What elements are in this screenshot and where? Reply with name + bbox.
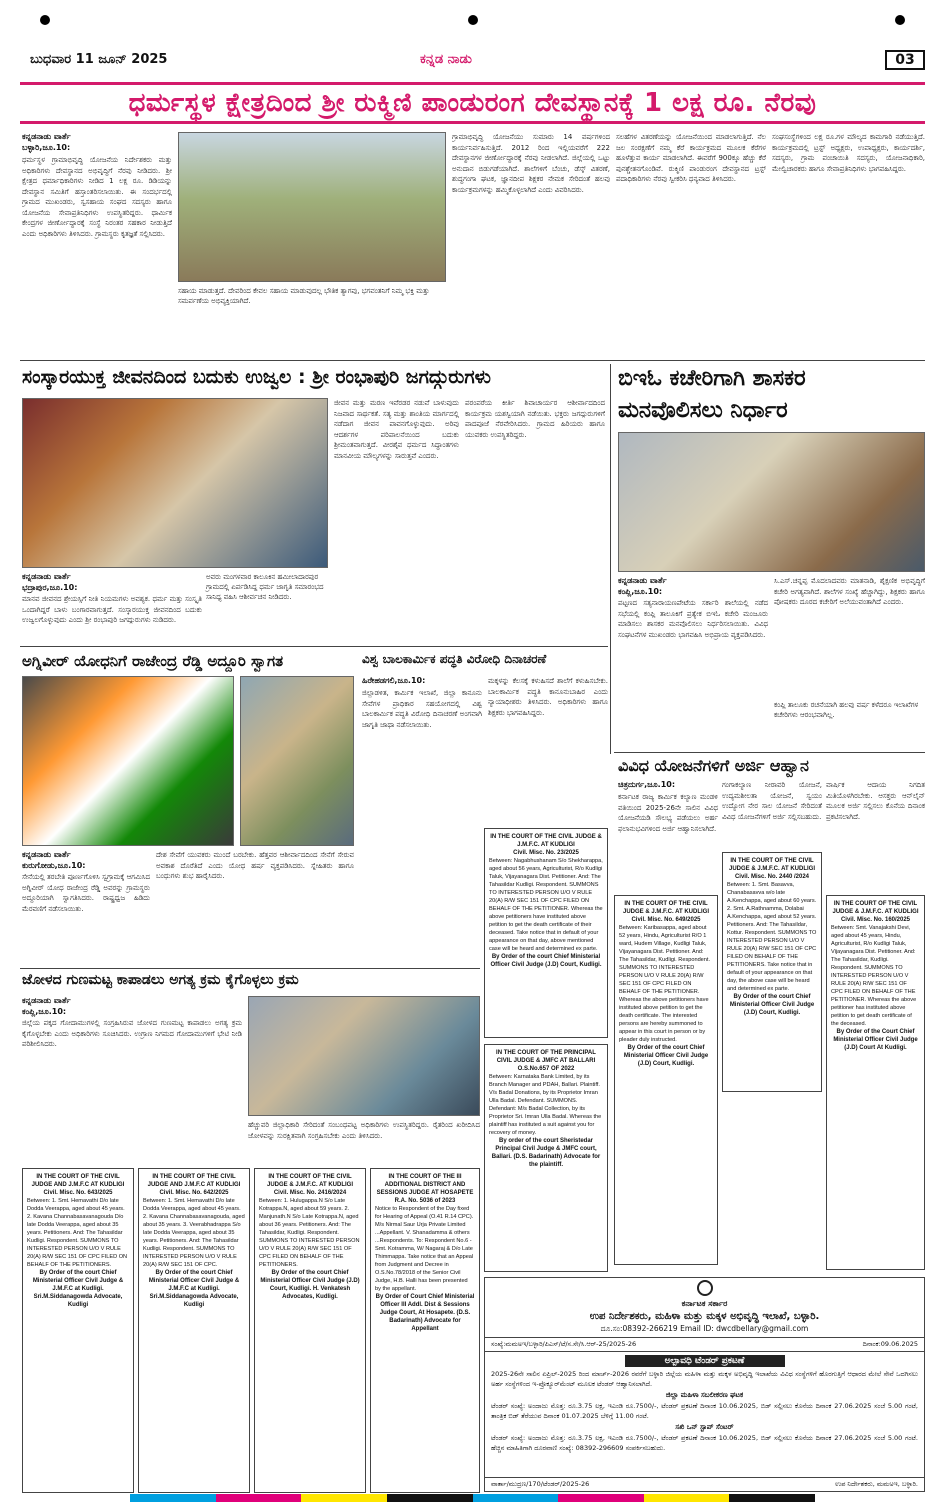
- legal-notice-body: Between: 1. Smt. Hemavathi D/o late Dodda Veerappa, aged about 45 years. 2. Kavana Channabasavanagouda, aged about 35 years. 3. Veerabhadrappa S/o late Dodda Veerappa, aged about 35 years. Petitioners. And: The Tahasildar Kudligi. Respondent. SUMMONS TO INTERESTED PERSON U/O V RULE 20(A) R/W SEC 151 OF CPC.: [143, 1198, 245, 1268]
- tender-contact: ದೂ.ಸಂ:08392-266219 Email ID: dwcdbellary@gmail.com: [600, 1324, 809, 1333]
- yellow-swatch: [301, 1494, 387, 1502]
- story4-photo-2: [240, 676, 354, 846]
- story2-dateline: ಭದ್ರಾಪುರ,ಜೂ.10:: [22, 583, 78, 592]
- legal-notice-3: [722, 852, 822, 1092]
- legal-notice-body: Between: 1. Hulugappa.N S/o Late Kotrappa.N, aged about 59 years. 2. Manjunath.N S/o Late Kotrappa.N, aged about 36 years. Petitioners. And: The Tahasildar, Kudligi. Respondent. SUMMONS TO INTERESTED PERSON U/O V RULE 20(A) R/W SEC 151 OF CPC FILED ON BEHALF OF THE PETITIONERS.: [259, 1198, 360, 1268]
- story6-headline: ವಿವಿಧ ಯೋಜನೆಗಳಿಗೆ ಅರ್ಜಿ ಆಹ್ವಾನ: [618, 756, 809, 775]
- story7-photo: [248, 996, 480, 1116]
- magenta-swatch: [558, 1494, 644, 1502]
- legal-notice-sign: By order of the court Sheristedar Principal Civil Judge & JMFC court, Ballari. (D.S. Badarinath) Advocate for the plaintiff.: [491, 1138, 601, 1168]
- legal-notice-court: IN THE COURT OF THE CIVIL JUDGE & J.M.F.C. AT KUDLIGI: [728, 858, 815, 872]
- story7-headline: ಜೋಳದ ಗುಣಮಟ್ಟ ಕಾಪಾಡಲು ಅಗತ್ಯ ಕ್ರಮ ಕೈಗೊಳ್ಳಲು ಕ್ರಮ: [22, 972, 299, 988]
- legal-notice-sign: By Order of the court Chief Ministerial Officer Civil Judge (J.D) Court, Kudligi. H. Venkatesh Advocates, Kudligi.: [260, 1270, 360, 1300]
- tender-ref-number: ಸಂಖ್ಯೆ:ಮಮಅಇ/ಬಳ್ಳಾರಿ/ಪಿಎಸ್/ಟೆ/ಸ.ಸೇ/ಸಿ.ಆರ್-25/2025-26: [491, 1340, 637, 1348]
- story2-column-2: ಜೀವನ ಮತ್ತು ಮರಣ ಇವೆರಡರ ನಡುವೆ ಬಾಳುವುದು ನಿಜವಾದ ಸಾರ್ಥಕತೆ. ಸತ್ಯ ಮತ್ತು ಶಾಂತಿಯ ಮಾರ್ಗದಲ್ಲಿ ನಡೆದಾಗ ಜೀವನ ಪಾವನಗೊಳ್ಳುವುದು. ಅರಿವು ಆದರ್ಶಗಳ ಪರಿಪಾಲನೆಯಿಂದ ಬದುಕು ಶ್ರೀಮಂತವಾಗುತ್ತದೆ. ವೀರಶೈವ ಧರ್ಮದ ಸಿದ್ಧಾಂತಗಳು ಮಾನವೀಯ ಮೌಲ್ಯಗಳನ್ನು ಸಾರುತ್ತವೆ ಎಂದರು.: [334, 399, 459, 460]
- story7-byline: ಕನ್ನಡನಾಡು ವಾರ್ತೆ: [22, 996, 71, 1005]
- story4-column-2: ದೇಶ ಸೇವೆಗೆ ಯುವಕರು ಮುಂದೆ ಬರಬೇಕು. ಹೆತ್ತವರ ಆಶೀರ್ವಾದದಿಂದ ಸೇನೆಗೆ ಸೇರುವ ಅವಕಾಶ ದೊರೆತಿದೆ ಎಂದು ಯೋಧ ಹರ್ಷ ವ್ಯಕ್ತಪಡಿಸಿದರು. ಸ್ನೇಹಿತರು ಹಾಗೂ ಬಂಧುಗಳು ಶುಭ ಹಾರೈಸಿದರು.: [156, 851, 354, 880]
- story3-caption: ಕಂಪ್ಲಿ ತಾಲೂಕು ರಚನೆಯಾಗಿ ಹಲವು ವರ್ಷ ಕಳೆದರೂ ಇಲಾಖೆಗಳ ಕಚೇರಿಗಳು ಆರಂಭವಾಗಿಲ್ಲ.: [774, 701, 919, 719]
- legal-notice-4: [826, 895, 925, 1270]
- legal-notice-sign: By Order of the court Chief Ministerial Officer Civil Judge (J.D) Court, Kudligi.: [623, 1045, 709, 1067]
- divider: [20, 968, 480, 969]
- legal-notice-5: [22, 1168, 134, 1493]
- legal-notice-case: Civil. Misc. No. 23/2025: [513, 850, 579, 856]
- legal-notice-sign: By Order of the court Chief Ministerial Officer Civil Judge & J.M.F.C at Kudligi. Sri.M.Siddanagowda Advocate, Kudligi: [32, 1270, 124, 1308]
- legal-notice-sign: By Order of the court Chief Ministerial Officer Civil Judge (J.D) Court, Kudligi.: [490, 954, 602, 968]
- legal-notice-case: Civil. Misc. No. 160/2025: [840, 917, 911, 923]
- legal-notice-sign: By Order of Court Chief Ministerial Officer III Addl. Dist & Sessions Judge Court, At Hosapete. (D.S. Badarinath) Advocate for Appellant: [375, 1294, 475, 1332]
- story7-column-2: ಹೆಚ್ಚುವರಿ ಜಿಲ್ಲಾಧಿಕಾರಿ ಸೇರಿದಂತೆ ಸಂಬಂಧಪಟ್ಟ ಅಧಿಕಾರಿಗಳು ಉಪಸ್ಥಿತರಿದ್ದರು. ರೈತರಿಂದ ಖರೀದಿಸಿದ ಜೋಳವನ್ನು ಸುರಕ್ಷಿತವಾಗಿ ಸಂಗ್ರಹಿಸಬೇಕು ಎಂದು ತಿಳಿಸಿದರು.: [248, 1121, 480, 1140]
- legal-notice-body: Between: 1. Smt. Basavva, Chanabasavva w/o late A.Kenchappa, aged about 60 years. 2. Smt. A.Rathnamma, Dolabai A.Kenchappa, aged about 52 years. Petitioners. And: The Tahasildar, Kottur. Respondent. SUMMONS TO INTERESTED PERSON U/O V RULE 20(A) R/W SEC 151 OF CPC FILED ON BEHALF OF THE PETITIONERS. Take notice that in default of your appearance on that day, the above case will be heard and determined ex parte.: [727, 882, 817, 992]
- legal-notice-case: Civil. Misc. No. 649/2025: [631, 917, 701, 923]
- legal-notice-case: Civil. Misc. No. 642/2025: [159, 1190, 229, 1196]
- story2-byline: ಕನ್ನಡನಾಡು ವಾರ್ತೆ: [22, 572, 71, 581]
- tender-government: ಕರ್ನಾಟಕ ಸರ್ಕಾರ: [681, 1299, 728, 1308]
- legal-notice-case: O.S.No.657 OF 2022: [517, 1066, 575, 1072]
- tender-footer-sign: ಉಪ ನಿರ್ದೇಶಕರು, ಮಮಅಇ, ಬಳ್ಳಾರಿ.: [835, 1480, 918, 1488]
- legal-notice-court: IN THE COURT OF THE CIVIL JUDGE & J.M.F.C. AT KUDLIGI: [832, 901, 919, 915]
- tender-section-2: ಸಖಿ ಒನ್ ಸ್ಟಾಪ್ ಸೆಂಟರ್: [675, 1423, 734, 1431]
- story4-headline: ಅಗ್ನಿವೀರ್ ಯೋಧನಿಗೆ ರಾಜೇಂದ್ರ ರೆಡ್ಡಿ ಅದ್ದೂರಿ ಸ್ವಾಗತ: [22, 652, 284, 670]
- legal-notice-case: Civil. Misc. No. 2416/2024: [273, 1190, 347, 1196]
- legal-notice-7: [254, 1168, 366, 1493]
- story5-headline: ವಿಶ್ವ ಬಾಲಕಾರ್ಮಿಕ ಪದ್ಧತಿ ವಿರೋಧಿ ದಿನಾಚರಣೆ: [362, 652, 547, 666]
- story2-headline: ಸಂಸ್ಕಾರಯುಕ್ತ ಜೀವನದಿಂದ ಬದುಕು ಉಜ್ವಲ : ಶ್ರೀ ರಂಭಾಪುರಿ ಜಗದ್ಗುರುಗಳು: [22, 366, 491, 388]
- story3-column-2: ಸಿ.ಎಸ್.ಚನ್ನಪ್ಪ ಮೊದಲಾದವರು ಮಾತನಾಡಿ, ಶೈಕ್ಷಣಿಕ ಅಭಿವೃದ್ಧಿಗೆ ಕಚೇರಿ ಅಗತ್ಯವಾಗಿದೆ. ಶಾಲೆಗಳ ಸಂಖ್ಯೆ ಹೆಚ್ಚಾಗಿದ್ದು, ಶಿಕ್ಷಕರು ಹಾಗೂ ಪೋಷಕರು ದೂರದ ಕಚೇರಿಗೆ ಅಲೆಯುವಂತಾಗಿದೆ ಎಂದರು.: [774, 577, 925, 606]
- legal-notice-court: IN THE COURT OF THE CIVIL JUDGE & J.M.F.C. AT KUDLIGI: [622, 901, 709, 915]
- cyan-swatch: [473, 1494, 559, 1502]
- tender-section-1: ಜಿಲ್ಲಾ ಮಹಿಳಾ ಸಬಲೀಕರಣ ಘಟಕ: [665, 1391, 744, 1399]
- story2-column-3: ಪರಂಪರೆಯ ಕೀರ್ತಿ ಶಿವಾಚಾರ್ಯರ ಆಶೀರ್ವಾದದಿಂದ ಕಾರ್ಯಕ್ರಮ ಯಶಸ್ವಿಯಾಗಿ ನಡೆಯಿತು. ಭಕ್ತರು ಜಗದ್ಗುರುಗಳಿಗೆ ಪಾದಪೂಜೆ ನೆರವೇರಿಸಿದರು. ಗ್ರಾಮದ ಹಿರಿಯರು ಹಾಗೂ ಯುವಕರು ಉಪಸ್ಥಿತರಿದ್ದರು.: [465, 399, 605, 439]
- yellow-swatch: [644, 1494, 730, 1502]
- story3-headline-line-2: ಮನವೊಲಿಸಲು ನಿರ್ಧಾರ: [618, 398, 788, 423]
- legal-notice-9: [484, 1044, 608, 1272]
- story2-column-1: ಮಾನವ ಜೀವನದ ಶ್ರೇಯಸ್ಸಿಗೆ ನೀತಿ ನಿಯಮಗಳು ಅವಶ್ಯಕ. ಧರ್ಮ ಮತ್ತು ಸಂಸ್ಕೃತಿ ಒಂದಾಗಿದ್ದರೆ ಬಾಳು ಬಂಗಾರವಾಗುತ್ತದೆ. ಸಂಸ್ಕಾರಯುಕ್ತ ಜೀವನದಿಂದ ಬದುಕು ಉಜ್ವಲಗೊಳ್ಳುವುದು ಎಂದು ಶ್ರೀ ರಂಭಾಪುರಿ ಜಗದ್ಗುರುಗಳು ನುಡಿದರು.: [22, 595, 202, 624]
- tender-footer: [485, 1477, 924, 1491]
- legal-notice-court: IN THE COURT OF THE CIVIL JUDGE AND J.M.F.C AT KUDLIGI: [147, 1174, 241, 1188]
- registration-mark-icon: [895, 15, 905, 25]
- tender-title: ಅಲ್ಪಾವಧಿ ಟೆಂಡರ್ ಪ್ರಕಟಣೆ: [625, 1355, 785, 1367]
- registration-mark-icon: [40, 15, 50, 25]
- tender-body-section-2: ಟೆಂಡರ್ ಸಂಖ್ಯೆ: ಅಂದಾಜು ಮೊತ್ತ: ರೂ.3.75 ಲಕ್ಷ, ಇಎಂಡಿ ರೂ.7500/-, ಟೆಂಡರ್ ಪ್ರಕಟಣೆ ದಿನಾಂಕ 10.06.2025, ಬಿಡ್ ಸಲ್ಲಿಸಲು ಕೊನೆಯ ದಿನಾಂಕ 27.06.2025 ಸಂಜೆ 5.00 ಗಂಟೆ. ಹೆಚ್ಚಿನ ಮಾಹಿತಿಗಾಗಿ ದೂರವಾಣಿ ಸಂಖ್ಯೆ: 08392-296609 ಸಂಪರ್ಕಿಸಬಹುದು.: [491, 1434, 918, 1452]
- story7-dateline: ಕಂಪ್ಲಿ,ಜೂ.10:: [22, 1007, 67, 1016]
- legal-notice-court: IN THE COURT OF THE PRINCIPAL CIVIL JUDGE & JMFC AT BALLARI: [496, 1050, 596, 1064]
- divider: [614, 752, 925, 753]
- story4-dateline: ಕುರುಗೋಡು,ಜೂ.10:: [22, 861, 86, 870]
- story6-column-1: ಕರ್ನಾಟಕ ರಾಜ್ಯ ಕಾರ್ಮಿಕ ಕಲ್ಯಾಣ ಮಂಡಳಿ ವತಿಯಿಂದ 2025-26ನೇ ಸಾಲಿನ ವಿವಿಧ ಯೋಜನೆಯಡಿ ಸೌಲಭ್ಯ ಪಡೆಯಲು ಅರ್ಹ ಫಲಾನುಭವಿಗಳಿಂದ ಅರ್ಜಿ ಆಹ್ವಾನಿಸಲಾಗಿದೆ.: [618, 793, 718, 833]
- story3-photo: [618, 432, 925, 572]
- black-swatch: [387, 1494, 473, 1502]
- legal-notice-court: IN THE COURT OF THE CIVIL JUDGE & J.M.F.C. AT KUDLIGI: [266, 1174, 353, 1188]
- story1-dateline: ಬಳ್ಳಾರಿ,ಜೂ.10:: [22, 143, 71, 152]
- divider: [610, 364, 611, 754]
- story4-photo: [22, 676, 234, 846]
- tender-office: ಉಪ ನಿರ್ದೇಶಕರು, ಮಹಿಳಾ ಮತ್ತು ಮಕ್ಕಳ ಅಭಿವೃದ್ಧಿ ಇಲಾಖೆ, ಬಳ್ಳಾರಿ.: [589, 1311, 820, 1322]
- story5-column-1: ಜಿಲ್ಲಾಡಳಿತ, ಕಾರ್ಮಿಕ ಇಲಾಖೆ, ಜಿಲ್ಲಾ ಕಾನೂನು ಸೇವೆಗಳ ಪ್ರಾಧಿಕಾರ ಸಹಯೋಗದಲ್ಲಿ ವಿಶ್ವ ಬಾಲಕಾರ್ಮಿಕ ಪದ್ಧತಿ ವಿರೋಧಿ ದಿನಾಚರಣೆ ಅಂಗವಾಗಿ ಜಾಗೃತಿ ಜಾಥಾ ನಡೆಸಲಾಯಿತು.: [362, 689, 482, 729]
- story3-byline: ಕನ್ನಡನಾಡು ವಾರ್ತೆ: [618, 576, 667, 585]
- story3-headline-line-1: ಬಿಇಓ ಕಚೇರಿಗಾಗಿ ಶಾಸಕರ: [618, 366, 806, 391]
- story6-dateline: ಚಿತ್ರದುರ್ಗ,ಜೂ.10:: [618, 780, 676, 789]
- legal-notice-case: R.A. No. 5036 of 2023: [394, 1198, 456, 1204]
- legal-notice-body: Between: 1. Smt. Hemavathi D/o late Dodda Veerappa, aged about 45 years. 2. Kavana Channabasavanagouda D/o late Dodda Veerappa, aged about 35 years. Petitioners. And: The Tahasildar Kudligi. Respondent. SUMMONS TO INTERESTED PERSON U/O V RULE 20(A) R/W SEC 151 OF CPC FILED ON BEHALF OF THE PETITIONERS.: [27, 1198, 128, 1268]
- legal-notice-court: IN THE COURT OF THE III ADDITIONAL DISTRICT AND SESSIONS JUDGE AT HOSAPETE: [376, 1174, 474, 1196]
- legal-notice-6: [138, 1168, 250, 1493]
- story2-caption: ಅವರು ಮಂಗಳವಾರ ಕಾಲೂಕಿನ ಹಮೀಲಾದಾರಪುರ ಗ್ರಾಮದಲ್ಲಿ ಏರ್ಪಡಿಸಿದ್ದ ಧರ್ಮ ಜಾಗೃತಿ ಸಮಾರಂಭದ ಸಾನಿಧ್ಯ ವಹಿಸಿ ಆಶೀರ್ವಚನ ನೀಡಿದರು.: [206, 573, 324, 601]
- story1-photo: [178, 132, 446, 282]
- story1-column-1: ಧರ್ಮಸ್ಥಳ ಗ್ರಾಮಾಭಿವೃದ್ಧಿ ಯೋಜನೆಯ ನಿರ್ದೇಶಕರು ಮತ್ತು ಅಧಿಕಾರಿಗಳು ದೇವಸ್ಥಾನದ ಅಭಿವೃದ್ಧಿಗೆ ನೆರವು ನೀಡಿದರು. ಶ್ರೀ ಕ್ಷೇತ್ರದ ಧರ್ಮಾಧಿಕಾರಿಗಳು ನೀಡಿದ 1 ಲಕ್ಷ ರೂ. ಡಿಡಿಯನ್ನು ದೇವಸ್ಥಾನ ಸಮಿತಿಗೆ ಹಸ್ತಾಂತರಿಸಲಾಯಿತು. ಈ ಸಂದರ್ಭದಲ್ಲಿ ಗ್ರಾಮದ ಮುಖಂಡರು, ಸ್ವಸಹಾಯ ಸಂಘದ ಸದಸ್ಯರು ಹಾಗೂ ಯೋಜನೆಯ ಸೇವಾಪ್ರತಿನಿಧಿಗಳು ಉಪಸ್ಥಿತರಿದ್ದರು. ಧಾರ್ಮಿಕ ಕೇಂದ್ರಗಳ ಜೀರ್ಣೋದ್ಧಾರಕ್ಕೆ ಸಂಸ್ಥೆ ನಿರಂತರ ಸಹಕಾರ ನೀಡುತ್ತಿದೆ ಎಂದು ಅಧಿಕಾರಿಗಳು ತಿಳಿಸಿದರು. ಗ್ರಾಮಸ್ಥರು ಕೃತಜ್ಞತೆ ಸಲ್ಲಿಸಿದರು.: [22, 156, 172, 238]
- legal-notice-8: [370, 1168, 480, 1493]
- tender-footer-ref: ವಾರ್ತಾ/ಮುದ್ರಣ/170/ಟೆಂಡರ್/2025-26: [491, 1480, 590, 1488]
- page-number: 03: [885, 50, 925, 70]
- legal-notice-body: Between: Nagabhushanam S/o Shekharappa, aged about 56 years, Agriculturist, R/o Kudligi Taluk, Vijayanagara Dist. Petitioner. And: The Tahasildar Kudligi. Respondent. SUMMONS TO INTERESTED PERSON U/O V RULE 20(A) R/W SEC 151 OF CPC FILED ON BEHALF OF THE PETITIONER. Whereas the above petitioners have instituted above petition to get the death certificate of their deceased. Take notice that in default of your appearance on that day, above mentioned case will be heard and determined ex parte.: [489, 858, 603, 952]
- legal-notice-court: IN THE COURT OF THE CIVIL JUDGE AND J.M.F.C AT KUDLIGI: [31, 1174, 125, 1188]
- legal-notice-body: Between: Smt. Vanajakshi Devi, aged about 45 years, Hindu, Agriculturist, R/o Kudligi Taluk, Vijayanagara Dist. Petitioner. And: The Tahasildar, Kudligi. Respondent. SUMMONS TO INTERESTED PERSON U/O V RULE 20(A) R/W SEC 151 OF CPC FILED ON BEHALF OF THE PETITIONER. Whereas the above petitioner has instituted above petition to get death certificate of the deceased.: [831, 925, 917, 1027]
- lead-headline-banner: [20, 82, 925, 124]
- story6-column-3: ವಾರ್ಷಿಕ ಆದಾಯ ನಿಗದಿತ ಮಿತಿಯೊಳಗಿರಬೇಕು. ಆಸಕ್ತರು ಆನ್‌ಲೈನ್ ಮೂಲಕ ಅರ್ಜಿ ಸಲ್ಲಿಸಲು ಕೊನೆಯ ದಿನಾಂಕ ಪ್ರಕಟಿಸಲಾಗಿದೆ.: [826, 781, 925, 821]
- story3-column-1: ಪಟ್ಟಣದ ಸತ್ಯನಾರಾಯಣಪೇಟೆಯ ಸರ್ಕಾರಿ ಶಾಲೆಯಲ್ಲಿ ನಡೆದ ಸಭೆಯಲ್ಲಿ ಕಂಪ್ಲಿ ತಾಲೂಕಿಗೆ ಪ್ರತ್ಯೇಕ ಬಿಇಓ ಕಚೇರಿ ಮಂಜೂರು ಮಾಡಿಸಲು ಶಾಸಕರ ಮನವೊಲಿಸಲು ನಿರ್ಧರಿಸಲಾಯಿತು. ವಿವಿಧ ಸಂಘಟನೆಗಳ ಮುಖಂಡರು ಭಾಗವಹಿಸಿ ಅಭಿಪ್ರಾಯ ವ್ಯಕ್ತಪಡಿಸಿದರು.: [618, 599, 768, 639]
- newspaper-name: ಕನ್ನಡ ನಾಡು: [420, 52, 472, 67]
- story6-column-2: ಗಂಗಾಕಲ್ಯಾಣ ನೀರಾವರಿ ಯೋಜನೆ, ಉದ್ಯಮಶೀಲತಾ ಯೋಜನೆ, ಸ್ವಯಂ ಉದ್ಯೋಗ ನೇರ ಸಾಲ ಯೋಜನೆ ಸೇರಿದಂತೆ ವಿವಿಧ ಯೋಜನೆಗಳಿಗೆ ಅರ್ಜಿ ಸಲ್ಲಿಸಬಹುದು.: [722, 781, 822, 821]
- story5-column-2: ಮಕ್ಕಳನ್ನು ಕೆಲಸಕ್ಕೆ ಕಳುಹಿಸದೆ ಶಾಲೆಗೆ ಕಳುಹಿಸಬೇಕು. ಬಾಲಕಾರ್ಮಿಕ ಪದ್ಧತಿ ಕಾನೂನುಬಾಹಿರ ಎಂದು ನ್ಯಾಯಾಧೀಶರು ತಿಳಿಸಿದರು. ಅಧಿಕಾರಿಗಳು ಹಾಗೂ ಶಿಕ್ಷಕರು ಭಾಗವಹಿಸಿದ್ದರು.: [488, 677, 608, 717]
- story7-column-1: ಜಿಲ್ಲೆಯ ಪಕ್ಕದ ಗೋದಾಮುಗಳಲ್ಲಿ ಸಂಗ್ರಹಿಸಿರುವ ಜೋಳದ ಗುಣಮಟ್ಟ ಕಾಪಾಡಲು ಅಗತ್ಯ ಕ್ರಮ ಕೈಗೊಳ್ಳಬೇಕು ಎಂದು ಅಧಿಕಾರಿಗಳು ಸೂಚಿಸಿದರು. ಉಗ್ರಾಣ ನಿಗಮದ ಗೋದಾಮುಗಳಿಗೆ ಭೇಟಿ ನೀಡಿ ಪರಿಶೀಲಿಸಿದರು.: [22, 1019, 242, 1048]
- registration-mark-icon: [468, 15, 478, 25]
- tender-body-intro: 2025-26ನೇ ಸಾಲಿನ ಏಪ್ರಿಲ್-2025 ರಿಂದ ಮಾರ್ಚ್-2026 ರವರೆಗೆ ಬಳ್ಳಾರಿ ಜಿಲ್ಲೆಯ ಮಹಿಳಾ ಮತ್ತು ಮಕ್ಕಳ ಅಭಿವೃದ್ಧಿ ಇಲಾಖೆಯ ವಿವಿಧ ಸಂಸ್ಥೆಗಳಿಗೆ ಹೊರಗುತ್ತಿಗೆ ಆಧಾರದ ಮೇಲೆ ಸೇವೆ ಒದಗಿಸಲು ಅರ್ಹ ಸಂಸ್ಥೆಗಳಿಂದ ಇ-ಪ್ರೊಕ್ಯೂರ್‌ಮೆಂಟ್ ಮೂಲಕ ಟೆಂಡರ್ ಆಹ್ವಾನಿಸಲಾಗಿದೆ.: [491, 1370, 918, 1388]
- story1-column-2: ಗ್ರಾಮಾಭಿವೃದ್ಧಿ ಯೋಜನೆಯು ಸುಮಾರು 14 ವರ್ಷಗಳಿಂದ ಕಾರ್ಯನಿರ್ವಹಿಸುತ್ತಿದೆ. 2012 ರಿಂದ ಇಲ್ಲಿಯವರೆಗೆ 222 ದೇವಸ್ಥಾನಗಳ ಜೀರ್ಣೋದ್ಧಾರಕ್ಕೆ ನೆರವು ನೀಡಲಾಗಿದೆ. ಜಿಲ್ಲೆಯಲ್ಲಿ ಒಟ್ಟು ಅನುದಾನ ಬಿಡುಗಡೆಯಾಗಿದೆ. ಶಾಲೆಗಳಿಗೆ ಬೆಂಚು, ಡೆಸ್ಕ್ ವಿತರಣೆ, ಶುದ್ಧಗಂಗಾ ಘಟಕ, ಜ್ಞಾನದೀಪ ಶಿಕ್ಷಕರ ನೇಮಕ ಸೇರಿದಂತೆ ಹಲವು ಕಾರ್ಯಕ್ರಮಗಳನ್ನು ಹಮ್ಮಿಕೊಳ್ಳಲಾಗಿದೆ ಎಂದು ವಿವರಿಸಿದರು.: [452, 133, 610, 194]
- story1-column-4: ಸಂಘಸಂಸ್ಥೆಗಳಿಂದ ಲಕ್ಷ ರೂ.ಗಳ ಮೌಲ್ಯದ ಕಾಮಗಾರಿ ನಡೆಯುತ್ತಿದೆ. ಕಾರ್ಯಕ್ರಮದಲ್ಲಿ ಟ್ರಸ್ಟ್ ಅಧ್ಯಕ್ಷರು, ಉಪಾಧ್ಯಕ್ಷರು, ಕಾರ್ಯದರ್ಶಿ, ಸದಸ್ಯರು, ಗ್ರಾಮ ಪಂಚಾಯಿತಿ ಸದಸ್ಯರು, ಯೋಜನಾಧಿಕಾರಿ, ಮೇಲ್ವಿಚಾರಕರು ಹಾಗೂ ಸೇವಾಪ್ರತಿನಿಧಿಗಳು ಭಾಗವಹಿಸಿದ್ದರು.: [772, 133, 925, 173]
- legal-notice-court: IN THE COURT OF THE CIVIL JUDGE & J.M.F.C. AT KUDLIGI: [490, 834, 602, 848]
- story1-caption: ಸಹಾಯ ಮಾಡುತ್ತದೆ. ದೇವರಿಂದ ಕೇವಲ ಸಹಾಯ ಮಾಡುವುದಲ್ಲ ಭೌತಿಕ ತ್ಯಾಗವು, ಭಗವಂತನಿಗೆ ನಿಮ್ಮ ಭಕ್ತಿ ಮತ್ತು ಸಮರ್ಪಣೆಯ ಅಭಿವ್ಯಕ್ತಿಯಾಗಿದೆ.: [178, 287, 430, 305]
- legal-notice-body: Between: Karnataka Bank Limited, by its Branch Manager and PDAH, Ballari. Plaintiff. V/s Badal Donations, by its Proprietor Imran Ulla Badal. Defendant. SUMMONS. Defendant: M/s Badal Collection, by its Proprietor Sri. Imran Ulla Badal. Whereas the plaintiff has instituted a suit against you for recovery of money.: [489, 1074, 602, 1136]
- state-emblem-icon: [697, 1280, 713, 1296]
- legal-notice-case: Civil. Misc. No. 2440 /2024: [734, 874, 810, 880]
- black-swatch: [729, 1494, 815, 1502]
- issue-date: ಬುಧವಾರ 11 ಜೂನ್ 2025: [30, 52, 168, 67]
- legal-notice-2: [614, 895, 718, 1265]
- story1-byline: ಕನ್ನಡನಾಡು ವಾರ್ತೆ: [22, 132, 71, 141]
- legal-notice-body: Notice to Respondent of the Day fixed for Hearing of Appeal (O.41 R.14 CPC). M/s Nirmal Saur Urja Private Limited ...Appellant. V. Shanadamma & others ...Respondents. To: Respondent No.6 - Smt. Kotramma, W/ Nagaraj & D/o Late Thimmappa. Take notice that an Appeal from Judgment and Decree in O.S.No.78/2018 of the Senior Civil Judge, H.B. Halli has been presented by the appellant.: [375, 1206, 474, 1292]
- story4-column-1: ಸೇನೆಯಲ್ಲಿ ತರಬೇತಿ ಪೂರ್ಣಗೊಳಿಸಿ ಸ್ವಗ್ರಾಮಕ್ಕೆ ಆಗಮಿಸಿದ ಅಗ್ನಿವೀರ್ ಯೋಧ ರಾಜೇಂದ್ರ ರೆಡ್ಡಿ ಅವರನ್ನು ಗ್ರಾಮಸ್ಥರು ಅದ್ದೂರಿಯಾಗಿ ಸ್ವಾಗತಿಸಿದರು. ರಾಷ್ಟ್ರಧ್ವಜ ಹಿಡಿದು ಮೆರವಣಿಗೆ ನಡೆಸಲಾಯಿತು.: [22, 873, 150, 913]
- magenta-swatch: [216, 1494, 302, 1502]
- tender-body-section-1: ಟೆಂಡರ್ ಸಂಖ್ಯೆ: ಅಂದಾಜು ಮೊತ್ತ: ರೂ.3.75 ಲಕ್ಷ, ಇಎಂಡಿ ರೂ.7500/-, ಟೆಂಡರ್ ಪ್ರಕಟಣೆ ದಿನಾಂಕ 10.06.2025, ಬಿಡ್ ಸಲ್ಲಿಸಲು ಕೊನೆಯ ದಿನಾಂಕ 27.06.2025 ಸಂಜೆ 5.00 ಗಂಟೆ, ತಾಂತ್ರಿಕ ಬಿಡ್ ತೆರೆಯುವ ದಿನಾಂಕ 01.07.2025 ಬೆಳಿಗ್ಗೆ 11.00 ಗಂಟೆ.: [491, 1402, 918, 1420]
- story3-dateline: ಕಂಪ್ಲಿ,ಜೂ.10:: [618, 587, 663, 596]
- color-calibration-bar: [130, 1494, 815, 1502]
- registration-marks: [40, 15, 905, 35]
- tender-reference: [485, 1337, 924, 1352]
- story4-byline: ಕನ್ನಡನಾಡು ವಾರ್ತೆ: [22, 850, 71, 859]
- story1-column-3: ಸಲಹೆಗಳ ವಿತರಣೆಯನ್ನು ಯೋಜನೆಯಿಂದ ಮಾಡಲಾಗುತ್ತಿದೆ. ನೆಲ ಜಲ ಸಂರಕ್ಷಣೆಗೆ ನಮ್ಮ ಕೆರೆ ಕಾರ್ಯಕ್ರಮದ ಮೂಲಕ ಕೆರೆಗಳ ಹೂಳೆತ್ತುವ ಕಾರ್ಯ ಮಾಡಲಾಗಿದೆ. ಈವರೆಗೆ 900ಕ್ಕೂ ಹೆಚ್ಚು ಕೆರೆ ಪುನಶ್ಚೇತನಗೊಂಡಿವೆ. ರುಕ್ಮಿಣಿ ಪಾಂಡುರಂಗ ದೇವಸ್ಥಾನದ ಟ್ರಸ್ಟ್ ಪದಾಧಿಕಾರಿಗಳು ನೆರವು ಸ್ವೀಕರಿಸಿ ಧನ್ಯವಾದ ತಿಳಿಸಿದರು.: [616, 133, 766, 183]
- divider: [20, 646, 608, 647]
- tender-notice: [484, 1277, 925, 1492]
- legal-notice-sign: By Order of the Court Chief Ministerial Officer Civil Judge (J.D) Court At Kudligi.: [833, 1029, 918, 1051]
- lead-headline: ಧರ್ಮಸ್ಥಳ ಕ್ಷೇತ್ರದಿಂದ ಶ್ರೀ ರುಕ್ಮಿಣಿ ಪಾಂಡುರಂಗ ದೇವಸ್ಥಾನಕ್ಕೆ 1 ಲಕ್ಷ ರೂ. ನೆರವು: [128, 87, 817, 118]
- legal-notice-sign: By Order of the court Chief Ministerial Officer Civil Judge & J.M.F.C at Kudligi. Sri.M.Siddanagowda Advocate, Kudligi: [148, 1270, 240, 1308]
- legal-notice-body: Between: Karibasappa, aged about 52 years, Hindu, Agriculturist R/O 1 ward, Hudem Village, Kudligi Taluk, Vijayanagara Dist. Petitioner. And: The Tahasildar, Kudligi. Respondent. SUMMONS TO INTERESTED PERSON U/O V RULE 20(A) R/W SEC 151 OF CPC FILED ON BEHALF OF THE PETITIONER. Whereas the above petitioners have instituted above petition to get the death certificate. The interested persons are hereby summoned to appear in this court in person or by pleader duly instructed.: [619, 925, 711, 1043]
- legal-notice-1: [484, 828, 608, 1038]
- legal-notice-case: Civil. Misc. No. 643/2025: [43, 1190, 113, 1196]
- tender-ref-date: ದಿನಾಂಕ:09.06.2025: [862, 1340, 918, 1348]
- legal-notice-sign: By Order of the court Chief Ministerial Officer Civil Judge (J.D) Court, Kudligi.: [729, 994, 815, 1016]
- story5-dateline: ಹಿರೇಹಡಗಲಿ,ಜೂ.10:: [362, 676, 426, 685]
- cyan-swatch: [130, 1494, 216, 1502]
- story2-photo: [22, 398, 328, 568]
- divider: [20, 360, 925, 361]
